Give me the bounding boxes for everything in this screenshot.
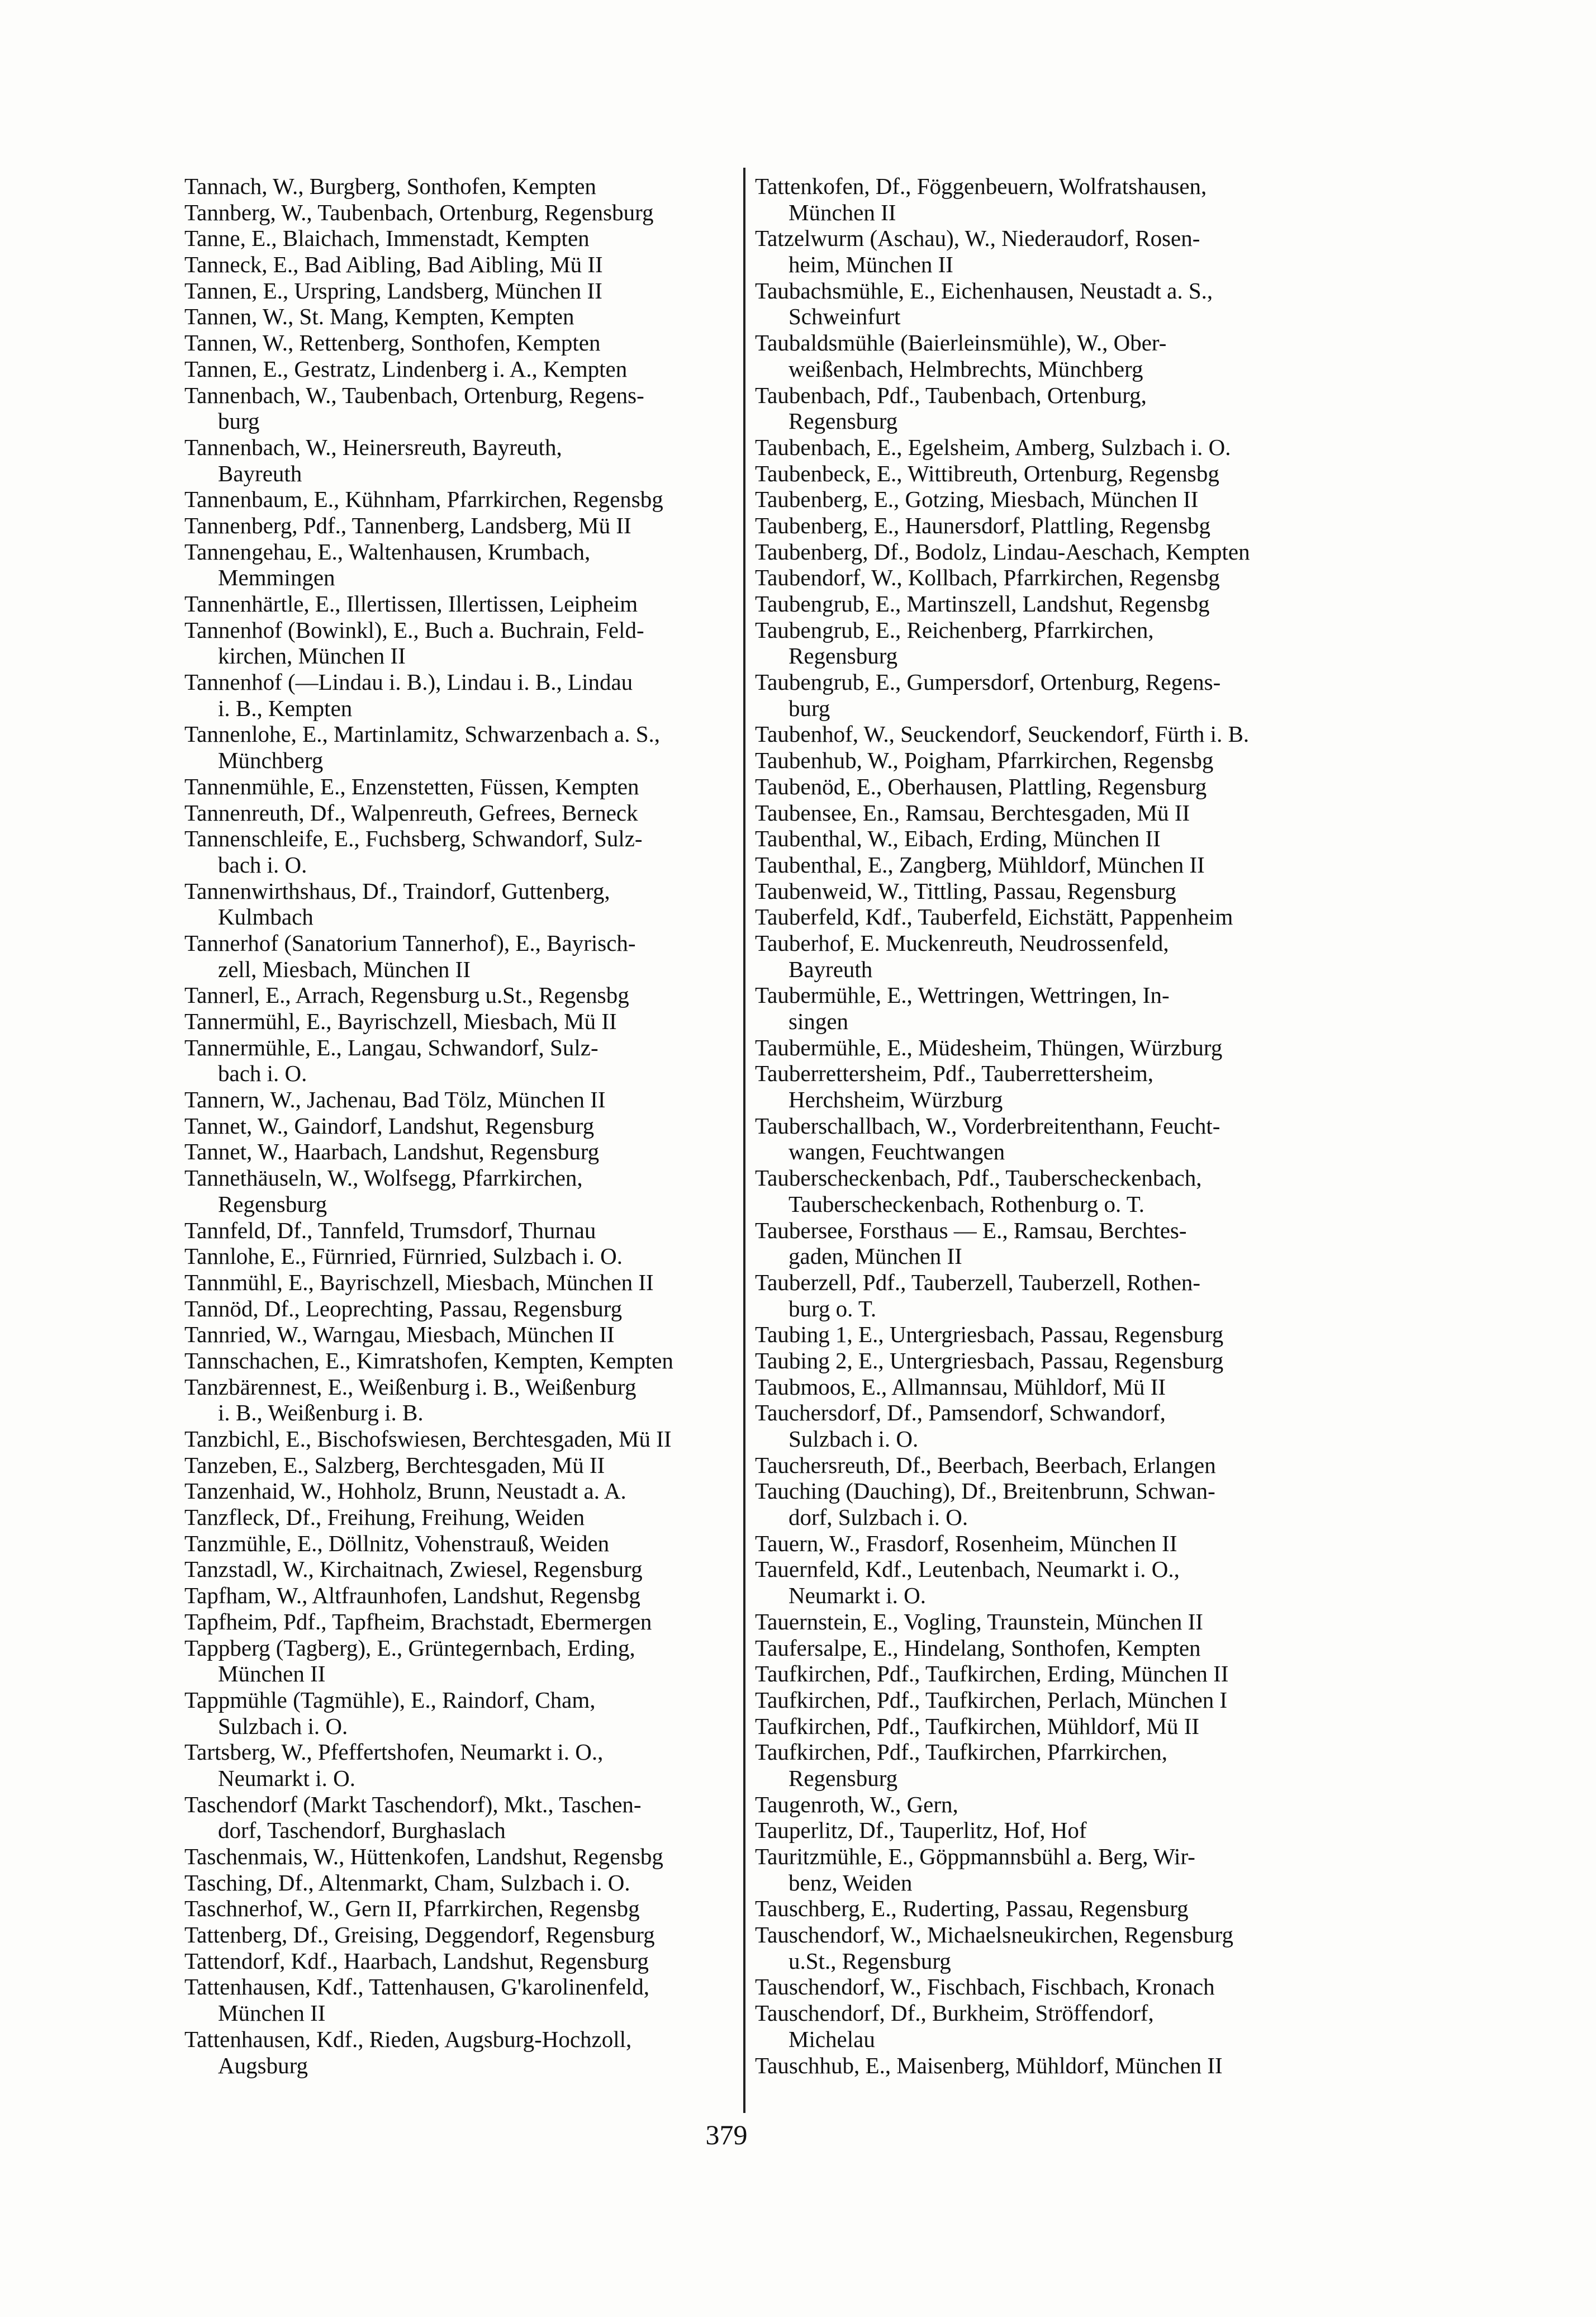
entry-line: Tannach, W., Burgberg, Sonthofen, Kempten (184, 173, 596, 199)
gazetteer-entry (184, 1948, 729, 1974)
gazetteer-entry (755, 878, 1392, 904)
entry-line: Tannberg, W., Taubenbach, Ortenburg, Regensburg (184, 199, 654, 225)
gazetteer-entry (755, 1060, 1392, 1112)
entry-line: Taubermühle, E., Wettringen, Wettringen, In- (755, 982, 1170, 1008)
entry-continuation-line: kirchen, München II (218, 643, 406, 669)
gazetteer-entry (184, 1374, 729, 1426)
entry-line: Tappberg (Tagberg), E., Grüntegernbach, Erding, (184, 1634, 635, 1661)
entry-line: Tattenhausen, Kdf., Tattenhausen, G'karolinenfeld, (184, 1974, 650, 2000)
gazetteer-entry (755, 1661, 1392, 1687)
gazetteer-entry (184, 721, 729, 773)
entry-line: Tauperlitz, Df., Tauperlitz, Hof, Hof (755, 1817, 1087, 1844)
gazetteer-entry (755, 1217, 1392, 1269)
gazetteer-entry (184, 1635, 729, 1687)
entry-continuation-line: Regensburg (788, 408, 898, 434)
gazetteer-entry (755, 1478, 1392, 1530)
right-column (755, 173, 1392, 2078)
entry-continuation-line: bach i. O. (218, 1060, 307, 1087)
entry-line: Tannen, W., Rettenberg, Sonthofen, Kempten (184, 330, 601, 356)
entry-continuation-line: Bayreuth (218, 460, 302, 486)
entry-line: Tauschendorf, Df., Burkheim, Ströffendorf, (755, 2000, 1154, 2026)
gazetteer-entry (755, 721, 1392, 747)
gazetteer-entry (184, 1296, 729, 1322)
gazetteer-entry (755, 173, 1392, 225)
gazetteer-entry (184, 513, 729, 539)
gazetteer-entry (184, 1139, 729, 1165)
entry-line: Tapfham, W., Altfraunhofen, Landshut, Regensbg (184, 1582, 640, 1609)
entry-line: Taubenthal, W., Eibach, Erding, München II (755, 826, 1161, 852)
gazetteer-entry (184, 1792, 729, 1844)
gazetteer-entry (184, 1922, 729, 1948)
gazetteer-entry (755, 1321, 1392, 1348)
entry-line: Tannenreuth, Df., Walpenreuth, Gefrees, Berneck (184, 799, 638, 826)
entry-line: Taubenweid, W., Tittling, Passau, Regensburg (755, 878, 1176, 904)
entry-continuation-line: Regensburg (788, 1765, 898, 1791)
entry-line: Taschendorf (Markt Taschendorf), Mkt., Taschen- (184, 1791, 642, 1817)
entry-continuation-line: burg (788, 695, 830, 721)
gazetteer-entry (755, 1113, 1392, 1165)
entry-line: Tannet, W., Gaindorf, Landshut, Regensburg (184, 1112, 595, 1139)
gazetteer-entry (184, 800, 729, 826)
entry-line: Taubendorf, W., Kollbach, Pfarrkirchen, Regensbg (755, 565, 1220, 591)
entry-continuation-line: Regensburg (788, 643, 898, 669)
entry-line: Tannenbach, W., Taubenbach, Ortenburg, Regens- (184, 382, 644, 408)
entry-continuation-line: München II (218, 2000, 326, 2026)
entry-line: Tauschendorf, W., Fischbach, Fischbach, Kronach (755, 1974, 1215, 2000)
gazetteer-entry (184, 539, 729, 591)
gazetteer-entry (184, 1348, 729, 1374)
entry-continuation-line: u.St., Regensburg (788, 1948, 951, 1974)
entry-line: Taubenbeck, E., Wittibreuth, Ortenburg, Regensbg (755, 460, 1219, 486)
gazetteer-entry (184, 591, 729, 617)
entry-line: Tanneck, E., Bad Aibling, Bad Aibling, Mü II (184, 252, 603, 278)
gazetteer-entry (755, 434, 1392, 461)
entry-line: Tannethäuseln, W., Wolfsegg, Pfarrkirchen, (184, 1165, 583, 1191)
entry-continuation-line: weißenbach, Helmbrechts, Münchberg (788, 356, 1143, 382)
entry-continuation-line: benz, Weiden (788, 1869, 913, 1896)
entry-continuation-line: wangen, Feuchtwangen (788, 1139, 1005, 1165)
entry-line: Tasching, Df., Altenmarkt, Cham, Sulzbach i. O. (184, 1869, 630, 1896)
entry-line: Taubing 2, E., Untergriesbach, Passau, Regensburg (755, 1347, 1224, 1373)
entry-line: Taufkirchen, Pdf., Taufkirchen, Mühldorf, Mü II (755, 1713, 1200, 1739)
gazetteer-entry (184, 774, 729, 800)
entry-line: Tattenberg, Df., Greising, Deggendorf, Regensburg (184, 1922, 655, 1948)
entry-line: Tannried, W., Warngau, Miesbach, München II (184, 1321, 615, 1348)
gazetteer-entry (184, 1008, 729, 1035)
entry-line: Tannenbaum, E., Kühnham, Pfarrkirchen, Regensbg (184, 486, 663, 513)
entry-continuation-line: burg (218, 408, 260, 434)
entry-line: Tauern, W., Frasdorf, Rosenheim, München II (755, 1530, 1177, 1556)
entry-line: Tappmühle (Tagmühle), E., Raindorf, Cham, (184, 1686, 596, 1713)
gazetteer-entry (184, 252, 729, 278)
gazetteer-entry (184, 826, 729, 878)
entry-line: Taubenbach, Pdf., Taubenbach, Ortenburg, (755, 382, 1147, 408)
entry-line: Taubenberg, E., Haunersdorf, Plattling, Regensbg (755, 512, 1211, 538)
entry-line: Tannerl, E., Arrach, Regensburg u.St., Regensbg (184, 982, 629, 1008)
gazetteer-entry (755, 1400, 1392, 1452)
gazetteer-entry (184, 1531, 729, 1557)
gazetteer-entry (755, 747, 1392, 774)
gazetteer-entry (184, 1087, 729, 1113)
entry-line: Tannenbach, W., Heinersreuth, Bayreuth, (184, 434, 562, 460)
gazetteer-entry (184, 1035, 729, 1087)
gazetteer-entry (184, 1243, 729, 1269)
gazetteer-entry (184, 878, 729, 930)
entry-line: Tannen, E., Gestratz, Lindenberg i. A., Kempten (184, 356, 628, 382)
gazetteer-entry (755, 591, 1392, 617)
gazetteer-entry (184, 1844, 729, 1870)
gazetteer-entry (184, 200, 729, 226)
entry-line: Tanzfleck, Df., Freihung, Freihung, Weiden (184, 1504, 585, 1531)
entry-line: Tanzbärennest, E., Weißenburg i. B., Weißenburg (184, 1373, 636, 1400)
entry-continuation-line: i. B., Weißenburg i. B. (218, 1400, 424, 1426)
entry-line: Tauchersdorf, Df., Pamsendorf, Schwandorf, (755, 1400, 1166, 1426)
gazetteer-entry (755, 486, 1392, 513)
entry-continuation-line: Schweinfurt (788, 304, 901, 330)
entry-line: Tauberrettersheim, Pdf., Tauberrettersheim, (755, 1060, 1154, 1087)
gazetteer-entry (755, 852, 1392, 878)
entry-line: Tannenwirthshaus, Df., Traindorf, Guttenberg, (184, 878, 610, 904)
gazetteer-entry (755, 1739, 1392, 1791)
gazetteer-entry (184, 173, 729, 200)
entry-line: Tattenkofen, Df., Föggenbeuern, Wolfratshausen, (755, 173, 1207, 199)
entry-line: Tauschhub, E., Maisenberg, Mühldorf, München II (755, 2052, 1223, 2078)
gazetteer-entry (184, 1582, 729, 1609)
entry-line: Tannengehau, E., Waltenhausen, Krumbach, (184, 538, 591, 565)
gazetteer-entry (755, 1556, 1392, 1608)
entry-line: Tauchersreuth, Df., Beerbach, Beerbach, Erlangen (755, 1452, 1216, 1478)
entry-line: Taubengrub, E., Reichenberg, Pfarrkirchen, (755, 617, 1154, 643)
gazetteer-entry (755, 1374, 1392, 1400)
entry-line: Tannet, W., Haarbach, Landshut, Regensburg (184, 1139, 600, 1165)
entry-line: Taubing 1, E., Untergriesbach, Passau, Regensburg (755, 1321, 1224, 1348)
gazetteer-entry (755, 800, 1392, 826)
entry-line: Taubengrub, E., Martinszell, Landshut, Regensbg (755, 591, 1210, 617)
gazetteer-entry (755, 669, 1392, 721)
entry-line: Tannermühl, E., Bayrischzell, Miesbach, Mü II (184, 1008, 617, 1034)
gazetteer-entry (184, 1426, 729, 1452)
entry-line: Tannenschleife, E., Fuchsberg, Schwandorf, Sulz- (184, 826, 643, 852)
entry-line: Taubengrub, E., Gumpersdorf, Ortenburg, Regens- (755, 669, 1221, 695)
entry-line: Tatzelwurm (Aschau), W., Niederaudorf, Rosen- (755, 225, 1200, 252)
entry-line: Taubachsmühle, E., Eichenhausen, Neustadt a. S., (755, 277, 1213, 304)
gazetteer-entry (184, 1452, 729, 1479)
gazetteer-entry (755, 225, 1392, 277)
gazetteer-entry (755, 1922, 1392, 1974)
gazetteer-entry (184, 1687, 729, 1739)
entry-line: Tannenhof (Bowinkl), E., Buch a. Buchrain, Feld- (184, 617, 644, 643)
entry-line: Tapfheim, Pdf., Tapfheim, Brachstadt, Ebermergen (184, 1608, 652, 1634)
entry-line: Tauberscheckenbach, Pdf., Tauberscheckenbach, (755, 1165, 1202, 1191)
entry-line: Tauschberg, E., Ruderting, Passau, Regensburg (755, 1896, 1189, 1922)
gazetteer-entry (755, 826, 1392, 852)
entry-continuation-line: Neumarkt i. O. (788, 1582, 926, 1609)
gazetteer-entry (755, 1452, 1392, 1479)
entry-continuation-line: München II (218, 1661, 326, 1687)
entry-line: Tannenlohe, E., Martinlamitz, Schwarzenbach a. S., (184, 721, 661, 747)
gazetteer-entry (755, 930, 1392, 982)
entry-continuation-line: Sulzbach i. O. (218, 1713, 348, 1739)
gazetteer-entry (184, 1478, 729, 1504)
entry-line: Tanzenhaid, W., Hohholz, Brunn, Neustadt a. A. (184, 1478, 626, 1504)
entry-line: Tartsberg, W., Pfeffertshofen, Neumarkt i. O., (184, 1739, 604, 1765)
entry-line: Tannenhof (—Lindau i. B.), Lindau i. B., Lindau (184, 669, 633, 695)
entry-continuation-line: zell, Miesbach, München II (218, 956, 471, 982)
gazetteer-entry (755, 278, 1392, 330)
entry-line: Tannöd, Df., Leoprechting, Passau, Regensburg (184, 1295, 623, 1321)
entry-line: Taufkirchen, Pdf., Taufkirchen, Perlach, München I (755, 1686, 1228, 1713)
gazetteer-entry (755, 1974, 1392, 2000)
entry-line: Tauernfeld, Kdf., Leutenbach, Neumarkt i. O., (755, 1556, 1180, 1582)
entry-line: Tattendorf, Kdf., Haarbach, Landshut, Regensburg (184, 1948, 649, 1974)
gazetteer-entry (184, 1739, 729, 1791)
gazetteer-entry (755, 1687, 1392, 1713)
entry-line: Tattenhausen, Kdf., Rieden, Augsburg-Hochzoll, (184, 2026, 632, 2052)
entry-continuation-line: Regensburg (218, 1191, 327, 1217)
entry-continuation-line: Herchsheim, Würzburg (788, 1087, 1003, 1113)
gazetteer-entry (755, 330, 1392, 382)
gazetteer-entry (755, 1609, 1392, 1635)
entry-line: Tannenhärtle, E., Illertissen, Illertissen, Leipheim (184, 591, 638, 617)
entry-line: Tauernstein, E., Vogling, Traunstein, München II (755, 1608, 1203, 1634)
entry-line: Tannmühl, E., Bayrischzell, Miesbach, München II (184, 1269, 654, 1295)
gazetteer-entry (755, 1269, 1392, 1321)
entry-line: Tauschendorf, W., Michaelsneukirchen, Regensburg (755, 1922, 1234, 1948)
gazetteer-entry (755, 565, 1392, 591)
entry-line: Tannschachen, E., Kimratshofen, Kempten, Kempten (184, 1347, 673, 1373)
entry-continuation-line: gaden, München II (788, 1243, 962, 1269)
left-column (184, 173, 729, 2078)
entry-continuation-line: Michelau (788, 2026, 875, 2052)
gazetteer-entry (184, 1504, 729, 1531)
entry-continuation-line: i. B., Kempten (218, 695, 353, 721)
entry-continuation-line: Sulzbach i. O. (788, 1426, 919, 1452)
gazetteer-entry (184, 1321, 729, 1348)
gazetteer-entry (755, 539, 1392, 565)
entry-continuation-line: dorf, Taschendorf, Burghaslach (218, 1817, 506, 1844)
entry-line: Taubenbach, E., Egelsheim, Amberg, Sulzbach i. O. (755, 434, 1231, 460)
gazetteer-entry (755, 1792, 1392, 1818)
gazetteer-entry (755, 1817, 1392, 1844)
gazetteer-entry (184, 382, 729, 434)
gazetteer-entry (184, 982, 729, 1008)
gazetteer-entry (755, 1348, 1392, 1374)
gazetteer-entry (184, 1974, 729, 2026)
gazetteer-entry (755, 2000, 1392, 2052)
gazetteer-entry (755, 1531, 1392, 1557)
gazetteer-entry (184, 356, 729, 382)
entry-line: Tanne, E., Blaichach, Immenstadt, Kempten (184, 225, 590, 252)
entry-line: Taufkirchen, Pdf., Taufkirchen, Erding, München II (755, 1661, 1229, 1687)
gazetteer-entry (755, 1635, 1392, 1661)
entry-line: Tannenmühle, E., Enzenstetten, Füssen, Kempten (184, 773, 639, 799)
gazetteer-entry (755, 982, 1392, 1034)
entry-line: Tannermühle, E., Langau, Schwandorf, Sulz- (184, 1034, 598, 1060)
entry-continuation-line: bach i. O. (218, 851, 307, 878)
entry-line: Tannen, W., St. Mang, Kempten, Kempten (184, 304, 574, 330)
gazetteer-entry (755, 1165, 1392, 1217)
gazetteer-entry (184, 486, 729, 513)
gazetteer-entry (184, 1269, 729, 1296)
entry-line: Taubmoos, E., Allmannsau, Mühldorf, Mü II (755, 1373, 1166, 1400)
gazetteer-entry (184, 1165, 729, 1217)
gazetteer-entry (184, 1609, 729, 1635)
entry-line: Taubenberg, Df., Bodolz, Lindau-Aeschach, Kempten (755, 538, 1250, 565)
gazetteer-entry (184, 1113, 729, 1139)
gazetteer-entry (184, 1896, 729, 1922)
entry-line: Taschenmais, W., Hüttenkofen, Landshut, Regensbg (184, 1844, 663, 1869)
entry-line: Taubenöd, E., Oberhausen, Plattling, Regensburg (755, 773, 1207, 799)
entry-continuation-line: Tauberscheckenbach, Rothenburg o. T. (788, 1191, 1144, 1217)
gazetteer-entry (755, 904, 1392, 930)
gazetteer-entry (184, 278, 729, 304)
entry-line: Taufkirchen, Pdf., Taufkirchen, Pfarrkirchen, (755, 1739, 1168, 1765)
entry-line: Tauritzmühle, E., Göppmannsbühl a. Berg, Wir- (755, 1844, 1195, 1869)
gazetteer-entry (755, 2053, 1392, 2079)
gazetteer-entry (184, 669, 729, 721)
entry-continuation-line: Neumarkt i. O. (218, 1765, 355, 1791)
entry-line: Tauberfeld, Kdf., Tauberfeld, Eichstätt, Pappenheim (755, 904, 1233, 930)
gazetteer-entry (755, 382, 1392, 434)
entry-line: Tanzmühle, E., Döllnitz, Vohenstrauß, Weiden (184, 1530, 610, 1556)
entry-continuation-line: dorf, Sulzbach i. O. (788, 1504, 968, 1531)
gazetteer-entry (184, 330, 729, 356)
gazetteer-entry (184, 304, 729, 330)
column-divider (743, 168, 745, 2113)
entry-line: Taubenhof, W., Seuckendorf, Seuckendorf, Fürth i. B. (755, 721, 1250, 747)
entry-line: Tauberhof, E. Muckenreuth, Neudrossenfeld, (755, 930, 1169, 956)
entry-line: Taschnerhof, W., Gern II, Pfarrkirchen, Regensbg (184, 1896, 640, 1922)
gazetteer-entry (184, 617, 729, 669)
entry-continuation-line: burg o. T. (788, 1295, 877, 1321)
entry-line: Taugenroth, W., Gern, (755, 1791, 958, 1817)
entry-line: Taubersee, Forsthaus — E., Ramsau, Berchtes- (755, 1217, 1187, 1243)
gazetteer-entry (184, 930, 729, 982)
gazetteer-entry (755, 774, 1392, 800)
entry-continuation-line: Bayreuth (788, 956, 873, 982)
entry-line: Taufersalpe, E., Hindelang, Sonthofen, Kempten (755, 1634, 1201, 1661)
entry-line: Tannerhof (Sanatorium Tannerhof), E., Bayrisch- (184, 930, 636, 956)
entry-line: Tanzeben, E., Salzberg, Berchtesgaden, Mü II (184, 1452, 605, 1478)
entry-line: Tauching (Dauching), Df., Breitenbrunn, Schwan- (755, 1478, 1215, 1504)
gazetteer-entry (755, 1035, 1392, 1061)
entry-line: Taubaldsmühle (Baierleinsmühle), W., Ober- (755, 330, 1167, 356)
entry-line: Tannfeld, Df., Tannfeld, Trumsdorf, Thurnau (184, 1217, 596, 1243)
entry-continuation-line: Münchberg (218, 747, 324, 774)
entry-line: Taubenthal, E., Zangberg, Mühldorf, München II (755, 851, 1205, 878)
entry-line: Tannlohe, E., Fürnried, Fürnried, Sulzbach i. O. (184, 1243, 623, 1269)
gazetteer-entry (755, 1844, 1392, 1896)
gazetteer-entry (755, 617, 1392, 669)
entry-continuation-line: Kulmbach (218, 904, 314, 930)
entry-line: Taubensee, En., Ramsau, Berchtesgaden, Mü II (755, 799, 1190, 826)
gazetteer-entry (755, 461, 1392, 487)
entry-line: Tauberschallbach, W., Vorderbreitenthann, Feucht- (755, 1112, 1220, 1139)
entry-line: Tanzstadl, W., Kirchaitnach, Zwiesel, Regensburg (184, 1556, 643, 1582)
gazetteer-entry (184, 1217, 729, 1244)
entry-continuation-line: München II (788, 199, 896, 225)
entry-continuation-line: Augsburg (218, 2052, 308, 2078)
page-number: 379 (705, 2119, 748, 2150)
entry-line: Tannenberg, Pdf., Tannenberg, Landsberg, Mü II (184, 512, 631, 538)
gazetteer-entry (184, 2026, 729, 2078)
entry-continuation-line: heim, München II (788, 252, 953, 278)
gazetteer-entry (184, 1556, 729, 1582)
entry-line: Tauberzell, Pdf., Tauberzell, Tauberzell, Rothen- (755, 1269, 1201, 1295)
entry-continuation-line: Memmingen (218, 565, 335, 591)
entry-line: Taubenberg, E., Gotzing, Miesbach, München II (755, 486, 1199, 513)
gazetteer-entry (184, 434, 729, 486)
entry-line: Taubermühle, E., Müdesheim, Thüngen, Würzburg (755, 1034, 1223, 1060)
entry-line: Tanzbichl, E., Bischofswiesen, Berchtesgaden, Mü II (184, 1426, 672, 1452)
entry-line: Tannern, W., Jachenau, Bad Tölz, München II (184, 1087, 606, 1113)
gazetteer-entry (184, 225, 729, 252)
entry-line: Taubenhub, W., Poigham, Pfarrkirchen, Regensbg (755, 747, 1214, 774)
entry-line: Tannen, E., Urspring, Landsberg, München II (184, 277, 602, 304)
gazetteer-entry (755, 1896, 1392, 1922)
gazetteer-entry (184, 1870, 729, 1896)
gazetteer-entry (755, 1713, 1392, 1740)
gazetteer-entry (755, 513, 1392, 539)
entry-continuation-line: singen (788, 1008, 849, 1034)
